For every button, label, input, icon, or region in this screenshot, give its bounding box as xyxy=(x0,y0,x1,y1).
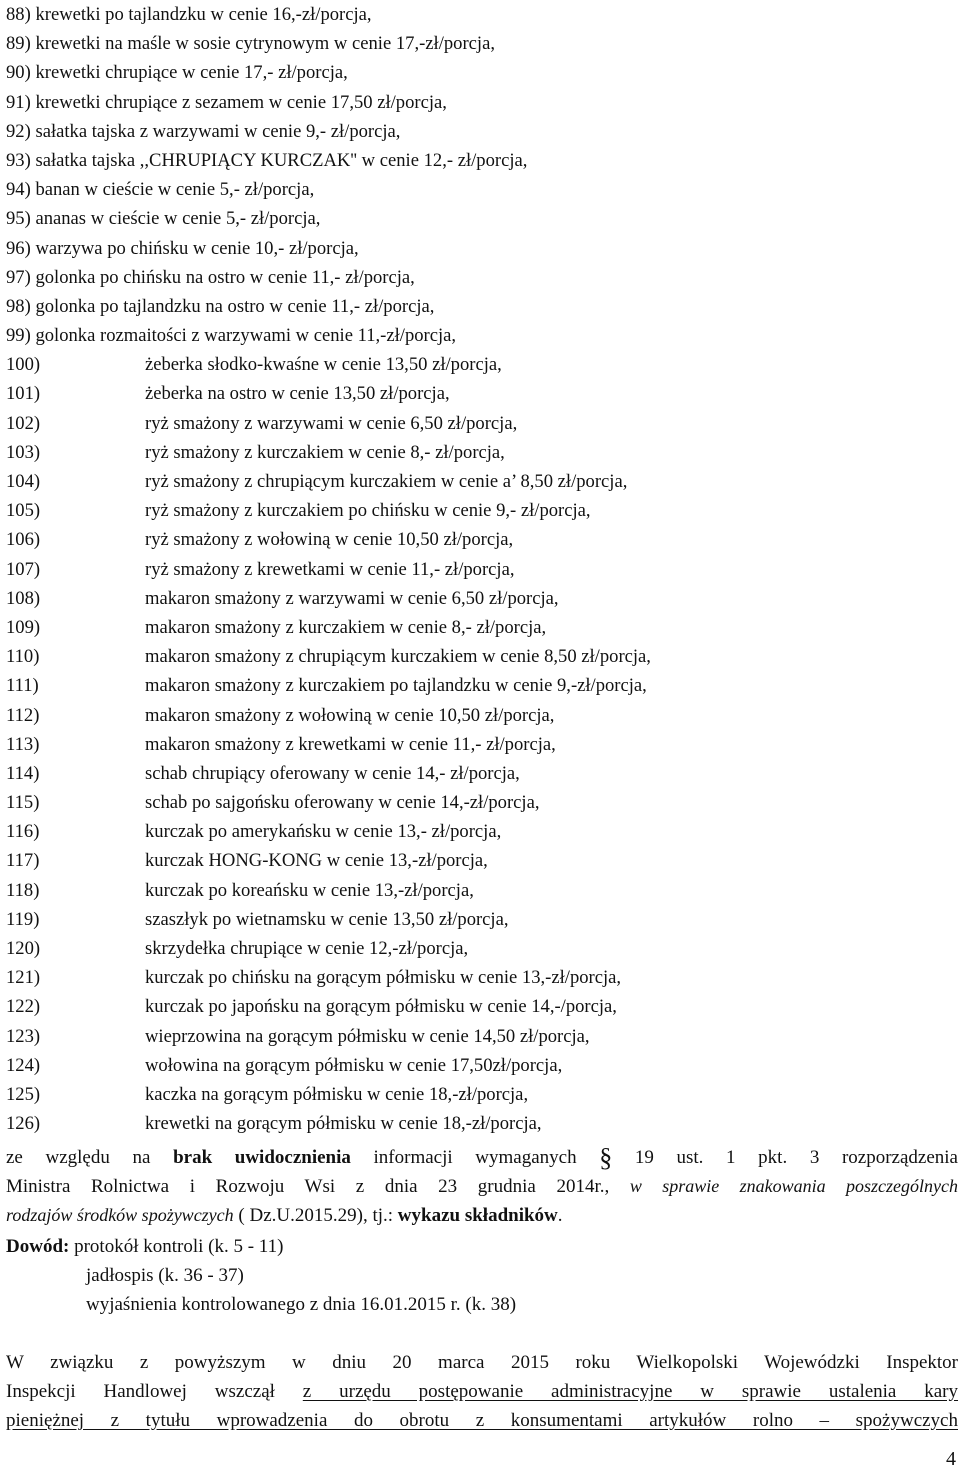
menu-item-number: 93) xyxy=(6,149,31,171)
menu-items-list xyxy=(6,0,956,1138)
menu-item xyxy=(6,963,956,992)
menu-item-number: 89) xyxy=(6,33,31,55)
menu-item-text: golonka po tajlandzku na ostro w cenie 11,- zł/porcja, xyxy=(35,295,435,317)
menu-item-number: 90) xyxy=(6,62,31,84)
evidence-line-1 xyxy=(6,1232,706,1261)
menu-item-text: ryż smażony z krewetkami w cenie 11,- zł/porcja, xyxy=(145,558,515,580)
menu-item xyxy=(6,701,956,730)
menu-item xyxy=(6,496,956,525)
menu-item-number: 92) xyxy=(6,120,31,142)
menu-item xyxy=(6,0,956,29)
menu-item-text: makaron smażony z warzywami w cenie 6,50 zł/porcja, xyxy=(145,587,559,609)
bold-run: wykazu składników xyxy=(397,1205,558,1226)
menu-item-text: schab chrupiący oferowany w cenie 14,- zł/porcja, xyxy=(145,762,520,784)
menu-item-text: schab po sajgońsku oferowany w cenie 14,-zł/porcja, xyxy=(145,792,540,814)
menu-item-text: makaron smażony z kurczakiem w cenie 8,- zł/porcja, xyxy=(145,616,547,638)
menu-item xyxy=(6,467,956,496)
text-run: informacji wymaganych xyxy=(350,1147,600,1168)
evidence-item: protokół kontroli (k. 5 - 11) xyxy=(69,1236,284,1257)
menu-item-number: 119) xyxy=(6,908,40,930)
menu-item-text: kurczak po koreańsku w cenie 13,-zł/porcja, xyxy=(145,879,474,901)
menu-item-number: 118) xyxy=(6,879,40,901)
evidence-item: wyjaśnienia kontrolowanego z dnia 16.01.2015 r. (k. 38) xyxy=(86,1294,517,1316)
menu-item-number: 113) xyxy=(6,733,40,755)
text-run: ( Dz.U.2015.29), tj.: xyxy=(233,1205,398,1226)
justification-line-2 xyxy=(6,1172,958,1201)
menu-item-number: 124) xyxy=(6,1054,41,1076)
text-run: , xyxy=(604,1176,630,1197)
menu-item-text: banan w cieście w cenie 5,- zł/porcja, xyxy=(35,179,315,201)
menu-item-number: 110) xyxy=(6,646,40,668)
menu-item-number: 101) xyxy=(6,383,41,405)
menu-item-number: 105) xyxy=(6,500,41,522)
menu-item-text: szaszłyk po wietnamsku w cenie 13,50 zł/porcja, xyxy=(145,908,509,930)
section-sign: § xyxy=(599,1143,613,1172)
italic-run: w sprawie znakowania poszczególnych xyxy=(629,1176,959,1196)
menu-item-text: wołowina na gorącym półmisku w cenie 17,50zł/porcja, xyxy=(145,1054,563,1076)
menu-item-number: 94) xyxy=(6,179,31,201)
menu-item-text: żeberka słodko-kwaśne w cenie 13,50 zł/porcja, xyxy=(145,354,502,376)
menu-item-text: makaron smażony z chrupiącym kurczakiem w cenie 8,50 zł/porcja, xyxy=(145,646,651,668)
menu-item-number: 98) xyxy=(6,295,31,317)
underlined-run: z urzędu postępowanie administracyjne w sprawie ustalenia kary xyxy=(302,1381,959,1402)
menu-item-text: sałatka tajska z warzywami w cenie 9,- zł/porcja, xyxy=(35,120,401,142)
justification-line-1 xyxy=(6,1143,958,1172)
menu-item-text: krewetki po tajlandzku w cenie 16,-zł/porcja, xyxy=(35,4,372,25)
menu-item xyxy=(6,438,956,467)
menu-item-text: krewetki chrupiące z sezamem w cenie 17,50 zł/porcja, xyxy=(35,91,447,113)
menu-item-number: 121) xyxy=(6,967,41,989)
menu-item-text: kurczak po chińsku na gorącym półmisku w cenie 13,-zł/porcja, xyxy=(145,967,622,989)
menu-item-number: 126) xyxy=(6,1113,41,1135)
menu-item-number: 106) xyxy=(6,529,41,551)
evidence-label: Dowód: xyxy=(6,1236,70,1257)
menu-item xyxy=(6,263,956,292)
menu-item-text: krewetki na gorącym półmisku w cenie 18,-zł/porcja, xyxy=(145,1113,542,1135)
menu-item xyxy=(6,759,956,788)
justification-paragraph xyxy=(6,1143,958,1230)
menu-item xyxy=(6,934,956,963)
menu-item xyxy=(6,671,956,700)
menu-item-number: 108) xyxy=(6,587,41,609)
menu-item xyxy=(6,29,956,58)
menu-item xyxy=(6,1051,956,1080)
menu-item xyxy=(6,1022,956,1051)
menu-item-number: 104) xyxy=(6,471,41,492)
menu-item-number: 117) xyxy=(6,850,40,872)
menu-item xyxy=(6,555,956,584)
menu-item xyxy=(6,88,956,117)
menu-item-text: makaron smażony z kurczakiem po tajlandzku w cenie 9,-zł/porcja, xyxy=(145,675,647,697)
menu-item xyxy=(6,788,956,817)
menu-item xyxy=(6,905,956,934)
conclusion-line-3: pieniężnej z tytułu wprowadzenia do obrotu z konsumentami artykułów rolno – spożywczych xyxy=(6,1410,958,1431)
menu-item-number: 116) xyxy=(6,821,40,843)
menu-item-number: 88) xyxy=(6,4,31,25)
menu-item-text: kurczak po amerykańsku w cenie 13,- zł/porcja, xyxy=(145,821,502,843)
menu-item-number: 120) xyxy=(6,938,41,959)
conclusion-line-2 xyxy=(6,1377,958,1406)
menu-item xyxy=(6,379,956,408)
menu-item-text: krewetki na maśle w sosie cytrynowym w cenie 17,-zł/porcja, xyxy=(35,33,495,55)
menu-item-number: 112) xyxy=(6,704,40,726)
text-run: ze względu na xyxy=(6,1147,174,1168)
menu-item-text: makaron smażony z krewetkami w cenie 11,- zł/porcja, xyxy=(145,733,556,755)
menu-item-text: ryż smażony z chrupiącym kurczakiem w cenie a’ 8,50 zł/porcja, xyxy=(145,471,628,492)
menu-item-number: 123) xyxy=(6,1025,41,1047)
menu-item xyxy=(6,175,956,204)
menu-item-number: 96) xyxy=(6,237,31,259)
menu-item-number: 91) xyxy=(6,91,31,113)
menu-item-text: sałatka tajska ,,CHRUPIĄCY KURCZAK'' w cenie 12,- zł/porcja, xyxy=(35,149,528,171)
evidence-item: jadłospis (k. 36 - 37) xyxy=(86,1265,244,1287)
menu-item xyxy=(6,730,956,759)
menu-item-number: 115) xyxy=(6,792,40,814)
italic-run: rodzajów środków spożywczych xyxy=(6,1205,234,1225)
menu-item-text: golonka rozmaitości z warzywami w cenie 11,-zł/porcja, xyxy=(35,325,457,347)
menu-item-text: ryż smażony z warzywami w cenie 6,50 zł/porcja, xyxy=(145,412,518,434)
menu-item-text: wieprzowina na gorącym półmisku w cenie 14,50 zł/porcja, xyxy=(145,1025,590,1047)
menu-item-number: 109) xyxy=(6,616,41,638)
menu-item xyxy=(6,846,956,875)
justification-line-3 xyxy=(6,1201,958,1230)
menu-item xyxy=(6,876,956,905)
menu-item xyxy=(6,584,956,613)
menu-item xyxy=(6,642,956,671)
menu-item-text: warzywa po chińsku w cenie 10,- zł/porcja, xyxy=(35,237,359,259)
menu-item xyxy=(6,817,956,846)
conclusion-line-1: W związku z powyższym w dniu 20 marca 2015 roku Wielkopolski Wojewódzki Inspektor xyxy=(6,1352,958,1373)
menu-item xyxy=(6,992,956,1021)
menu-item-number: 107) xyxy=(6,558,41,580)
menu-item-text: krewetki chrupiące w cenie 17,- zł/porcja, xyxy=(35,62,348,84)
menu-item-text: kurczak HONG-KONG w cenie 13,-zł/porcja, xyxy=(145,850,488,872)
menu-item-text: kurczak po japońsku na gorącym półmisku w cenie 14,-/porcja, xyxy=(145,996,617,1018)
menu-item-number: 122) xyxy=(6,996,41,1018)
menu-item-number: 99) xyxy=(6,325,31,347)
menu-item-text: ryż smażony z kurczakiem w cenie 8,- zł/porcja, xyxy=(145,441,505,463)
menu-item-number: 125) xyxy=(6,1083,41,1105)
menu-item xyxy=(6,613,956,642)
menu-item-number: 114) xyxy=(6,762,40,784)
text-run: 19 ust. 1 pkt. 3 rozporządzenia xyxy=(612,1147,958,1168)
menu-item-text: kaczka na gorącym półmisku w cenie 18,-zł/porcja, xyxy=(145,1083,529,1105)
menu-item xyxy=(6,525,956,554)
menu-item xyxy=(6,292,956,321)
text-run: Ministra Rolnictwa i Rozwoju Wsi z dnia 23 grudnia 2014r. xyxy=(6,1176,605,1197)
text-run: Inspekcji Handlowej wszczął xyxy=(6,1381,303,1402)
menu-item xyxy=(6,58,956,87)
menu-item-number: 95) xyxy=(6,208,31,230)
menu-item-text: skrzydełka chrupiące w cenie 12,-zł/porcja, xyxy=(145,938,469,959)
text-run: . xyxy=(557,1205,563,1226)
menu-item xyxy=(6,204,956,233)
bold-run: brak uwidocznienia xyxy=(173,1147,351,1168)
menu-item-number: 102) xyxy=(6,412,41,434)
menu-item xyxy=(6,146,956,175)
conclusion-paragraph xyxy=(6,1348,958,1435)
menu-item-number: 103) xyxy=(6,441,41,463)
menu-item xyxy=(6,321,956,350)
menu-item-number: 111) xyxy=(6,675,39,697)
evidence-block xyxy=(6,1232,706,1320)
menu-item-text: ryż smażony z wołowiną w cenie 10,50 zł/porcja, xyxy=(145,529,514,551)
page-number: 4 xyxy=(946,1448,956,1470)
menu-item xyxy=(6,409,956,438)
menu-item-text: ananas w cieście w cenie 5,- zł/porcja, xyxy=(35,208,321,230)
menu-item-number: 97) xyxy=(6,266,31,288)
menu-item xyxy=(6,117,956,146)
menu-item xyxy=(6,1080,956,1109)
menu-item-text: golonka po chińsku na ostro w cenie 11,- zł/porcja, xyxy=(35,266,415,288)
menu-item xyxy=(6,1109,956,1138)
menu-item xyxy=(6,234,956,263)
menu-item-text: żeberka na ostro w cenie 13,50 zł/porcja, xyxy=(145,383,450,405)
menu-item-text: makaron smażony z wołowiną w cenie 10,50 zł/porcja, xyxy=(145,704,555,726)
menu-item-text: ryż smażony z kurczakiem po chińsku w cenie 9,- zł/porcja, xyxy=(145,500,591,522)
menu-item xyxy=(6,350,956,379)
menu-item-number: 100) xyxy=(6,354,41,376)
